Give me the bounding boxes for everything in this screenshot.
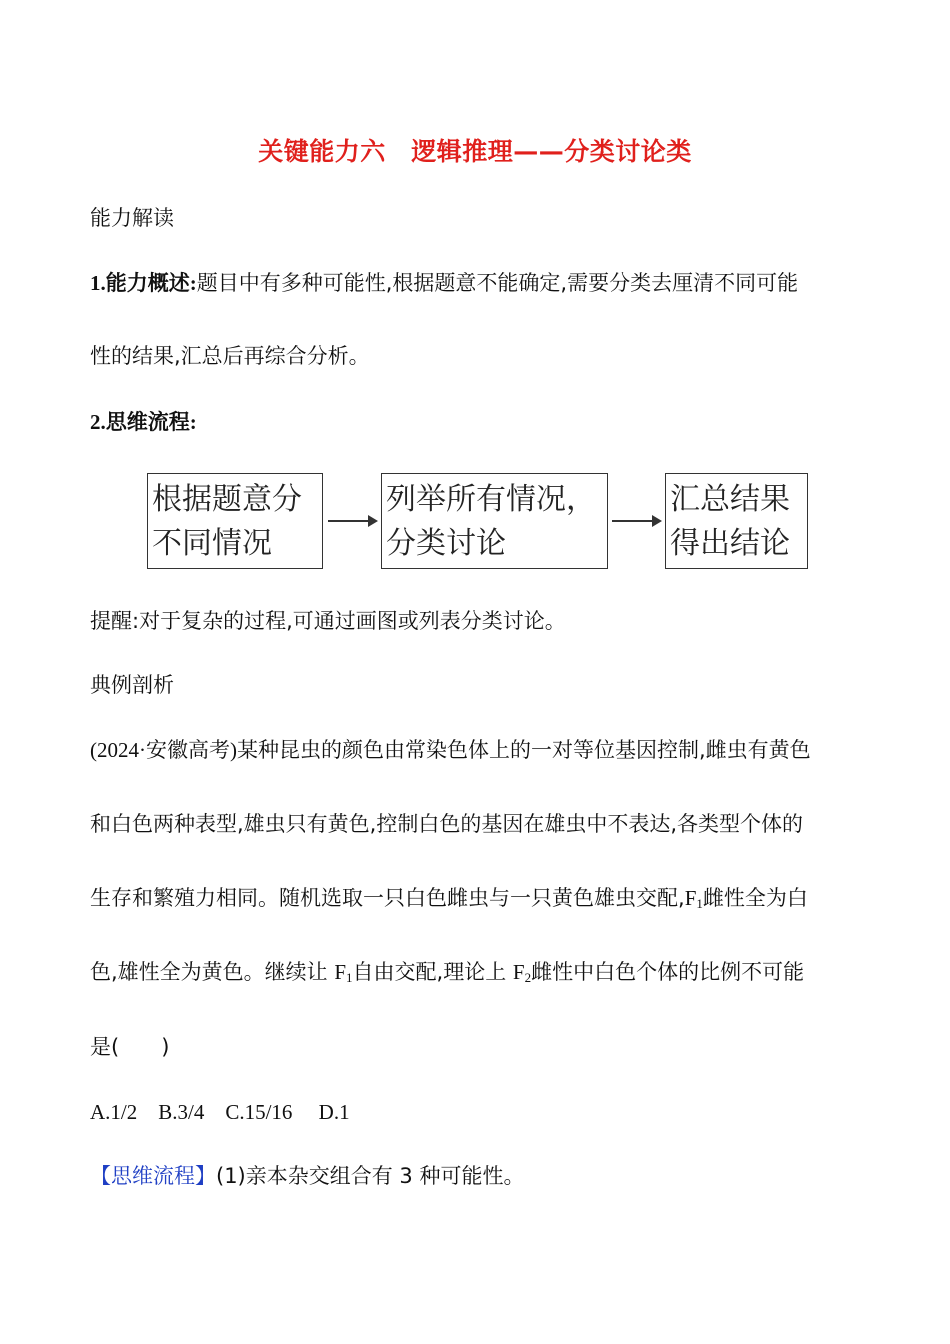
flow-box-summarize [665, 473, 808, 569]
question-line2: 和白色两种表型,雄虫只有黄色,控制白色的基因在雄虫中不表达,各类型个体的 [90, 812, 804, 836]
reminder-text: 提醒:对于复杂的过程,可通过画图或列表分类讨论。 [90, 609, 566, 633]
flow-arrow-2 [612, 520, 660, 522]
flow-box-classify-line1: 根据题意分 [152, 482, 302, 517]
thinking-process-label: 2.思维流程: [90, 410, 197, 434]
ability-overview-line1 [90, 268, 798, 298]
flow-box-summarize-line1: 汇总结果 [670, 482, 790, 517]
ability-overview-text: 题目中有多种可能性,根据题意不能确定,需要分类去厘清不同可能 [196, 271, 799, 295]
thinking-process-text: (1)亲本杂交组合有 3 种可能性。 [216, 1164, 525, 1188]
answer-options: A.1/2 B.3/4 C.15/16 D.1 [90, 1100, 350, 1124]
ability-overview-line2: 性的结果,汇总后再综合分析。 [90, 344, 370, 368]
question-source: (2024·安徽高考) [90, 738, 237, 762]
question-line3: 生存和繁殖力相同。随机选取一只白色雌虫与一只黄色雄虫交配$,F_1$雌性全为白 [90, 886, 808, 911]
flow-box-summarize-line2: 得出结论 [670, 526, 790, 561]
section-heading-example: 典例剖析 [90, 673, 174, 697]
thinking-process-line [90, 1161, 524, 1191]
flow-box-enumerate-line1: 列举所有情况， [386, 482, 596, 517]
flow-box-enumerate [381, 473, 608, 569]
question-line4: 色,雄性全为黄色。继续让 $F_1$自由交配,理论上 $F_2$雌性中白色个体的比例不可能 [90, 960, 805, 985]
flow-box-classify [147, 473, 323, 569]
page-title: 关键能力六 逻辑推理——分类讨论类 [258, 137, 692, 166]
flow-box-enumerate-line2: 分类讨论 [386, 526, 506, 561]
flow-arrow-1 [328, 520, 376, 522]
question-line1: (2024·安徽高考)某种昆虫的颜色由常染色体上的一对等位基因控制,雌虫有黄色 [90, 738, 811, 762]
flow-box-classify-line2: 不同情况 [152, 526, 272, 561]
ability-overview-label: 1.能力概述: [90, 271, 197, 295]
thinking-process-tag: 【思维流程】 [90, 1164, 216, 1188]
section-heading-ability: 能力解读 [90, 206, 174, 230]
question-line5: 是( ) [90, 1035, 170, 1059]
